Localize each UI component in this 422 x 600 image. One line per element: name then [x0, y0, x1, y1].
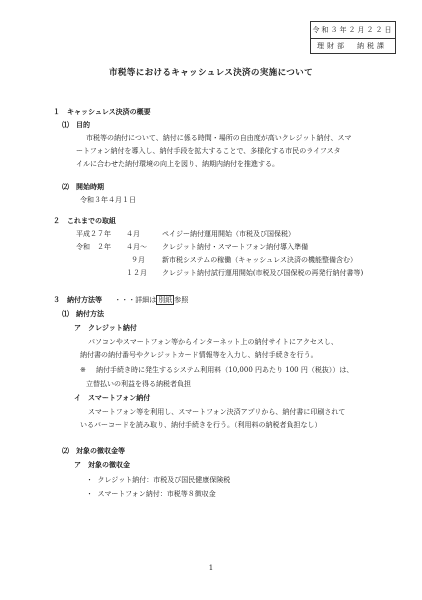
- section-3-1-label: ⑴ 納付方法: [62, 310, 104, 318]
- stamp-section: 納税課: [357, 42, 387, 50]
- purpose-line-1: 市税等の納付について、納付に係る時間・場所の自由度が高いクレジット納付、スマ: [86, 134, 352, 142]
- history-month: １２月: [126, 269, 147, 277]
- credit-note-line-1: 納付手続き時に発生するシステム利用料（10,000 円あたり 100 円（税抜））は、: [96, 366, 354, 374]
- section-1-2-label: ⑵ 開始時期: [62, 183, 104, 191]
- credit-payment-label: ア クレジット納付: [74, 324, 137, 332]
- history-month: ９月: [131, 256, 145, 264]
- credit-note-line-2: 立替払いの利益を得る納税者負担: [86, 380, 191, 388]
- stamp-dept-row: [311, 38, 395, 54]
- target-levies-label: ア 対象の徴収金: [74, 461, 130, 469]
- smartphone-line-1: スマートフォン等を利用し、スマートフォン決済アプリから、納付書に印刷されて: [88, 408, 346, 416]
- history-text: クレジット納付・スマートフォン納付導入準備: [162, 243, 309, 251]
- document-title: 市税等におけるキャッシュレス決済の実施について: [109, 68, 313, 78]
- page-number: 1: [208, 564, 214, 572]
- history-text: 新市税システムの稼働（キャッシュレス決済の機能整備含む）: [162, 256, 357, 264]
- section-2-heading: ２ これまでの取組: [53, 217, 116, 225]
- section-1-heading: １ キャッシュレス決済の概要: [53, 108, 151, 116]
- section-3-heading-row: [53, 296, 188, 305]
- smartphone-line-2: いるバーコードを読み取り、納付手続きを行う。（利用料の納税者負担なし）: [80, 421, 322, 429]
- smartphone-payment-label: イ スマートフォン納付: [74, 394, 151, 402]
- credit-line-2: 納付書の納付番号やクレジットカード情報等を入力し、納付手続きを行う。: [80, 351, 318, 359]
- history-era: 平成２７年: [76, 230, 111, 238]
- detail-note-suffix: 参照: [174, 296, 189, 304]
- target-levy-item: ・ クレジット納付：市税及び国民健康保険税: [86, 476, 231, 484]
- credit-note-mark: ※: [80, 366, 86, 374]
- stamp-dept: 理財部: [317, 42, 347, 50]
- history-text: ペイジー納付運用開始（市税及び国保税）: [162, 230, 295, 238]
- history-month: ４月～: [126, 243, 147, 251]
- purpose-line-2: ートフォン納付を導入し、納付手段を拡大することで、多様化する市民のライフスタ: [76, 147, 341, 155]
- history-month: ４月: [126, 230, 140, 238]
- history-era: 令和 ２年: [76, 243, 111, 251]
- target-levy-item: ・ スマートフォン納付：市税等８徴収金: [86, 490, 216, 498]
- stamp-date: 令和３年２月２２日: [311, 22, 395, 39]
- header-stamp: [310, 21, 396, 54]
- section-3-2-label: ⑵ 対象の徴収金等: [62, 447, 125, 455]
- detail-note-prefix: ・・・詳細は: [114, 296, 157, 304]
- start-date: 令和３年４月１日: [80, 196, 136, 204]
- credit-line-1: パソコンやスマートフォン等からインターネット上の納付サイトにアクセスし、: [88, 338, 338, 346]
- attachment-reference: 別紙: [158, 296, 173, 304]
- section-1-1-label: ⑴ 目的: [62, 121, 90, 129]
- purpose-line-3: イルに合わせた納付環境の向上を図り、納期内納付を推進する。: [76, 160, 279, 168]
- section-3-heading: ３ 納付方法等: [53, 296, 102, 304]
- history-text: クレジット納付試行運用開始(市税及び国保税の再発行納付書等): [162, 269, 364, 277]
